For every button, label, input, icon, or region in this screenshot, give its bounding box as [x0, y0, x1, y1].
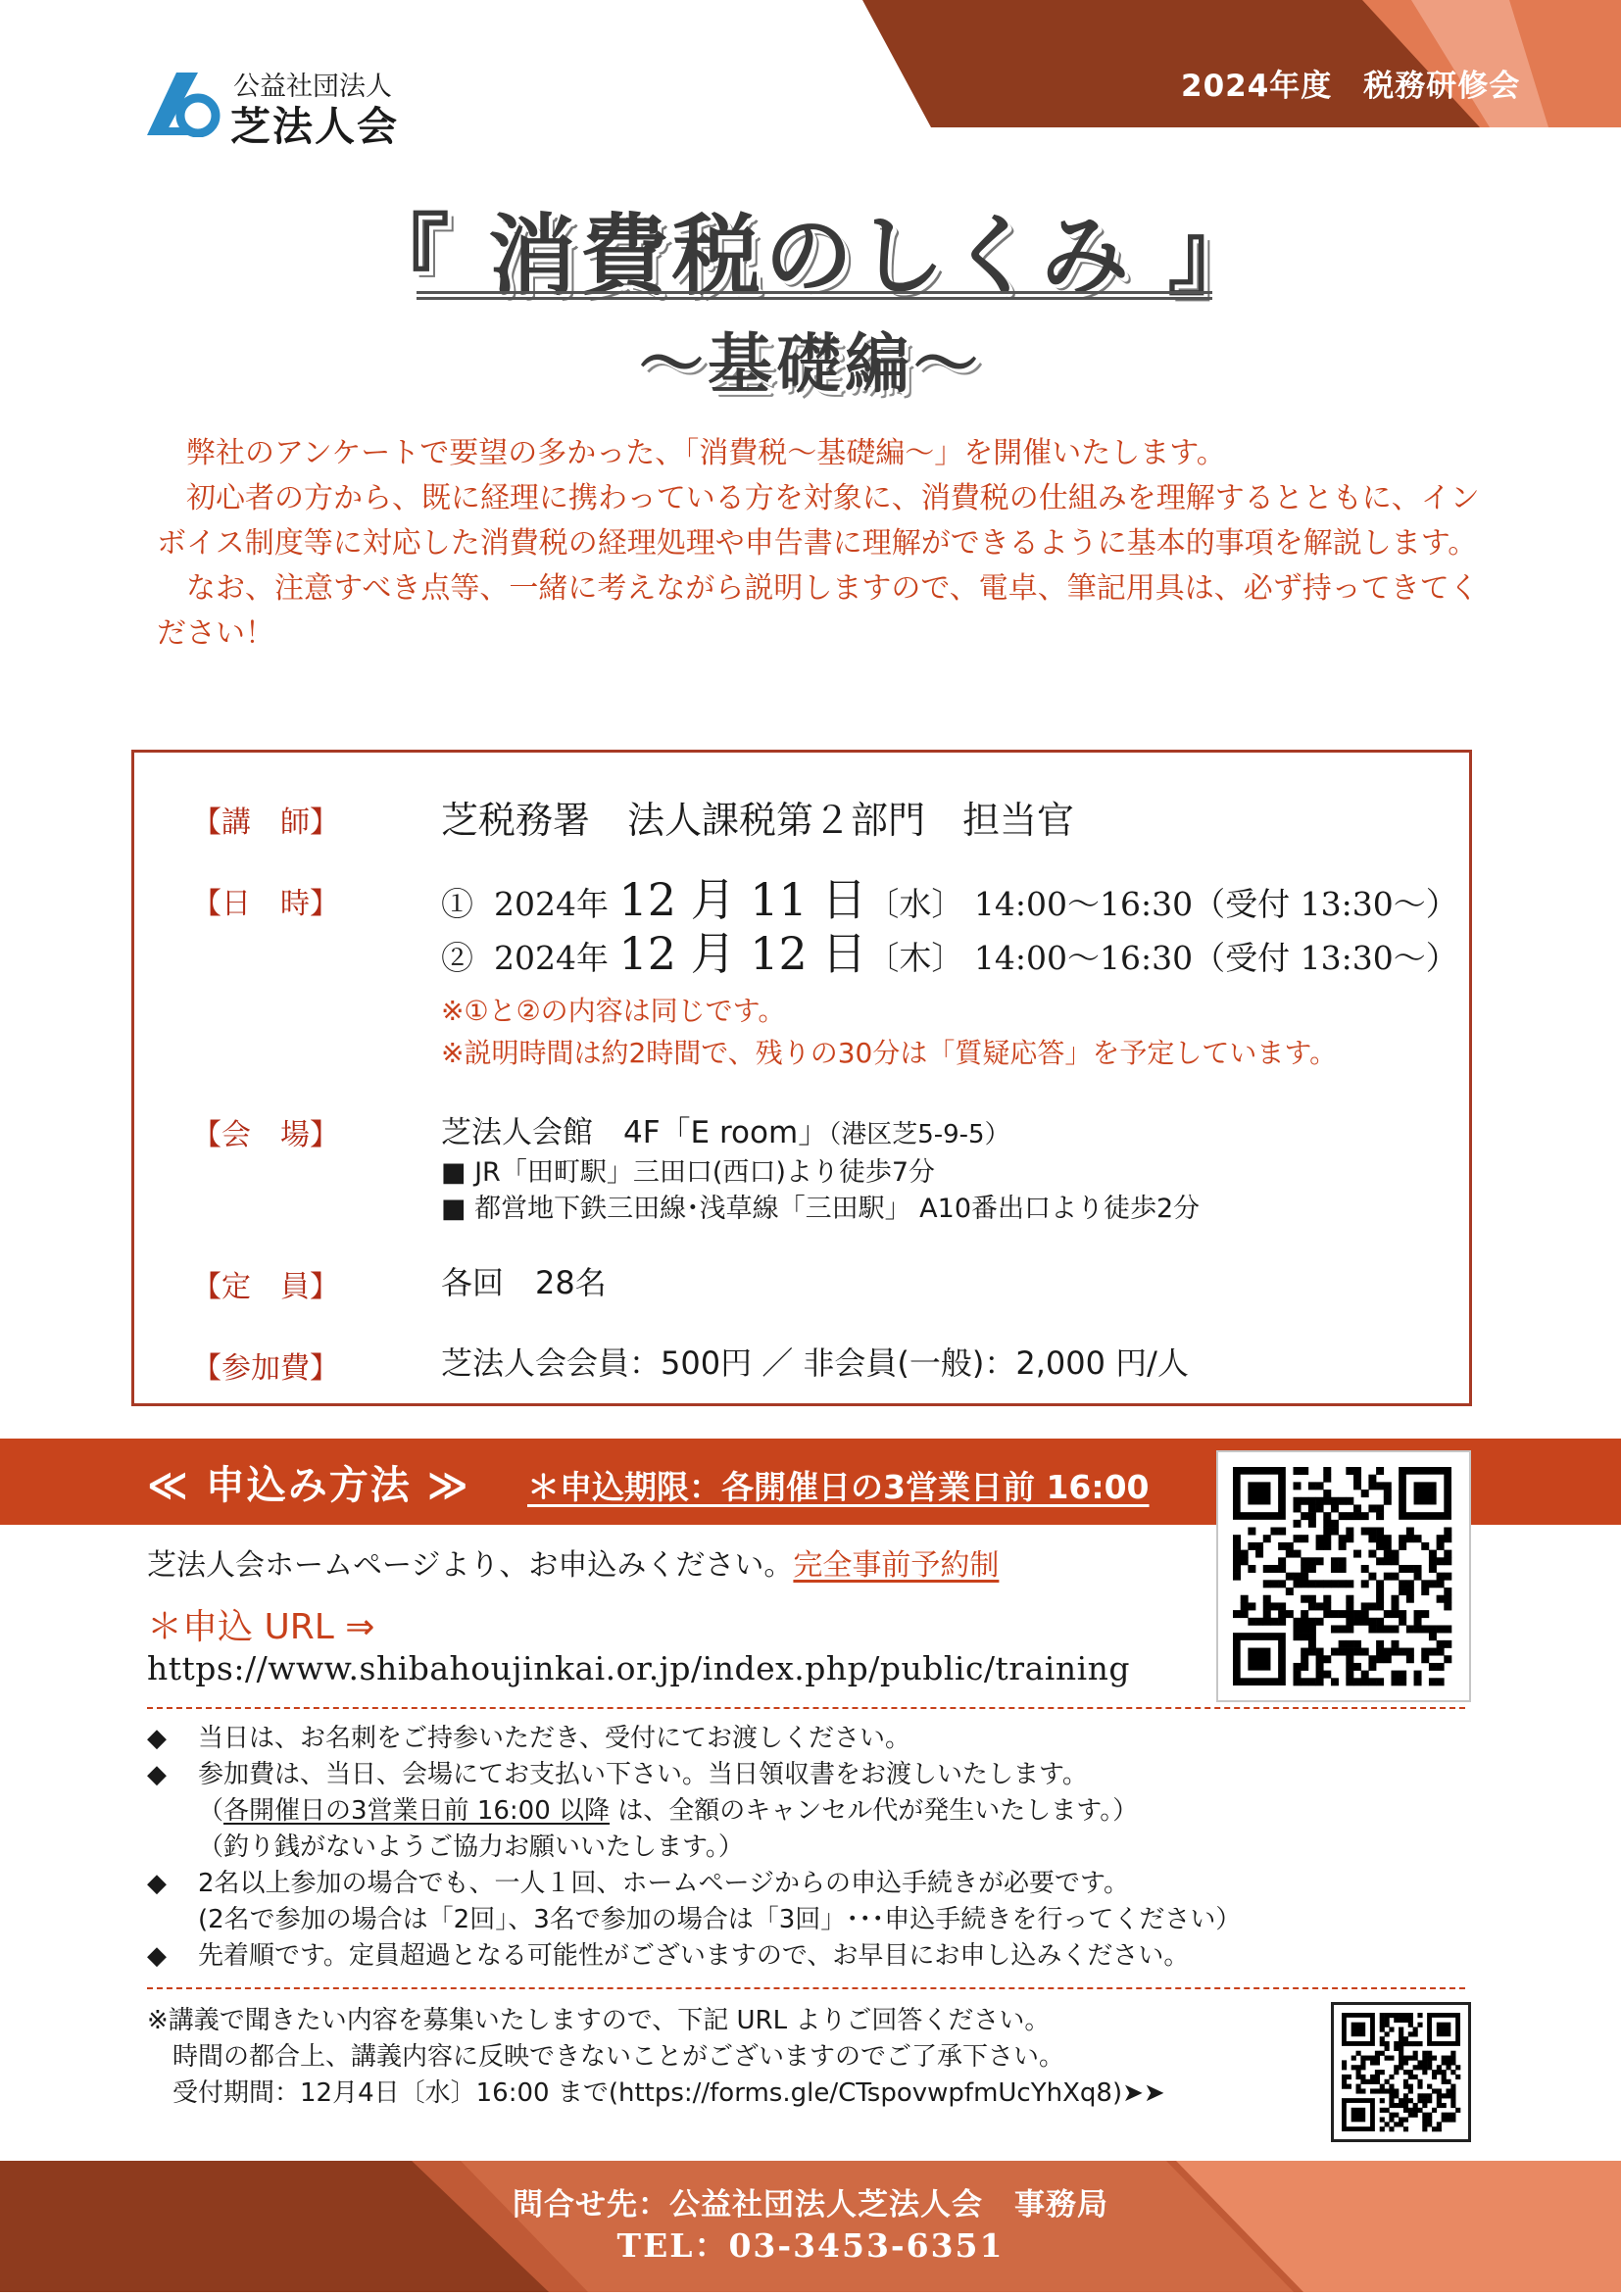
venue-name-text: 芝法人会館 4F「E room」: [441, 1115, 829, 1150]
datetime-note-2: ※説明時間は約2時間で、残りの30分は「質疑応答」を予定しています。: [441, 1037, 1338, 1069]
list-item: [147, 1721, 1241, 1757]
survey-qr-frame: [1331, 2002, 1471, 2142]
session-time: 14:00～16:30（受付 13:30～）: [973, 885, 1458, 923]
qr-code-frame: [1216, 1450, 1471, 1702]
venue-address: （港区芝5-9-5）: [828, 1120, 1010, 1149]
page-title: 『 消費税のしくみ 』: [361, 204, 1260, 308]
venue-name: [441, 1107, 1010, 1151]
datetime-note-1: ※①と②の内容は同じです。: [441, 995, 786, 1027]
intro-paragraph: なお、注意すべき点等、一緒に考えながら説明しますので、電卓、筆記用具は、必ず持ってきてください！: [157, 571, 1479, 651]
venue-label: 【会 場】: [192, 1118, 339, 1152]
apply-url[interactable]: https://www.shibahoujinkai.or.jp/index.php/public/training: [147, 1649, 1130, 1687]
list-item: [147, 1866, 1241, 1902]
bullet-icon: ◆: [147, 1941, 167, 1971]
apply-deadline: ＊申込期限：各開催日の3営業日前 16:00: [527, 1468, 1150, 1506]
list-item: [147, 1757, 1241, 1793]
note-text: 当日は、お名刺をご持参いただき、受付にてお渡しください。: [198, 1724, 910, 1753]
note-text: （釣り銭がないようご協力お願いいたします。）: [198, 1832, 744, 1862]
intro-paragraph: 初心者の方から、既に経理に携わっている方を対象に、消費税の仕組みを理解するとともに、インボイス制度等に対応した消費税の経理処理や申告書に理解ができるように基本的事項を解説します。: [157, 481, 1480, 561]
footer-tel[interactable]: TEL：03-3453-6351: [616, 2226, 1005, 2265]
session-date: 12 月 11 日: [618, 873, 867, 926]
bullet-icon: ◆: [147, 1869, 167, 1898]
intro-text: [157, 431, 1490, 657]
intro-paragraph: 弊社のアンケートで要望の多かった、「消費税～基礎編～」を開催いたします。: [157, 436, 1226, 470]
apply-title: ≪ 申込み方法 ≫: [147, 1463, 470, 1508]
list-item: [147, 1938, 1241, 1975]
survey-qr-code-icon[interactable]: [1334, 2005, 1468, 2139]
divider: [147, 1987, 1465, 1989]
lecturer-value: 芝税務署 法人課税第２部門 担当官: [441, 799, 1075, 842]
session-number: ①: [441, 885, 473, 923]
venue-access-1: ■ JR「田町駅」三田口(西口)より徒歩7分: [441, 1157, 936, 1188]
note-text: は、全額のキャンセル代が発生いたします。）: [610, 1796, 1139, 1826]
capacity-value: 各回 28名: [441, 1264, 607, 1301]
survey-line: 時間の都合上、講義内容に反映できないことがございますのでご了承下さい。: [147, 2042, 1065, 2072]
title-rule: [417, 291, 1212, 300]
list-item: [147, 1830, 1241, 1866]
datetime-label: 【日 時】: [192, 887, 339, 921]
lecturer-label: 【講 師】: [192, 806, 339, 840]
note-text: (2名で参加の場合は「2回」、3名で参加の場合は「3回」･･･申込手続きを行ってください）: [198, 1905, 1242, 1934]
fee-value: 芝法人会会員：500円 ／ 非会員(一般)：2,000 円/人: [441, 1344, 1189, 1382]
info-box: [131, 750, 1472, 1406]
cancel-deadline: 各開催日の3営業日前 16:00 以降: [223, 1796, 611, 1826]
notes-list: [147, 1721, 1241, 1975]
event-label: 2024年度 税務研修会: [1181, 69, 1521, 104]
apply-url-label: ＊申込 URL ⇒: [147, 1607, 375, 1647]
org-type: 公益社団法人: [233, 72, 392, 102]
session-2: [441, 918, 1458, 983]
bullet-icon: ◆: [147, 1760, 167, 1789]
org-logo-icon: [147, 71, 225, 137]
note-text: 2名以上参加の場合でも、一人１回、ホームページからの申込手続きが必要です。: [198, 1869, 1129, 1898]
session-date: 12 月 12 日: [618, 927, 867, 980]
venue-access-2: ■ 都営地下鉄三田線･浅草線「三田駅」 A10番出口より徒歩2分: [441, 1194, 1201, 1224]
fee-label: 【参加費】: [192, 1351, 339, 1386]
session-day: 〔水〕: [866, 885, 964, 923]
survey-notice: [147, 2003, 1165, 2112]
page-subtitle: ～基礎編～: [639, 325, 982, 402]
list-item: [147, 1902, 1241, 1938]
reservation-link[interactable]: 完全事前予約制: [793, 1548, 1000, 1583]
note-text: 参加費は、当日、会場にてお支払い下さい。当日領収書をお渡しいたします。: [198, 1760, 1088, 1789]
session-year: 2024年: [493, 885, 609, 923]
survey-line: ※講義で聞きたい内容を募集いたしますので、下記 URL よりご回答ください。: [147, 2006, 1051, 2035]
survey-line[interactable]: 受付期間：12月4日〔水〕16:00 まで(https://forms.gle/CTspovwpfmUcYhXq8)➤➤: [147, 2078, 1165, 2108]
note-text: 先着順です。定員超過となる可能性がございますので、お早目にお申し込みください。: [198, 1941, 1190, 1971]
capacity-label: 【定 員】: [192, 1270, 339, 1304]
apply-instruction: [147, 1540, 999, 1584]
qr-code-icon[interactable]: [1218, 1452, 1469, 1700]
session-number: ②: [441, 939, 473, 977]
divider: [147, 1707, 1465, 1709]
footer-contact: 問合せ先：公益社団法人芝法人会 事務局: [513, 2187, 1108, 2223]
session-time: 14:00～16:30（受付 13:30～）: [973, 939, 1458, 977]
session-day: 〔木〕: [866, 939, 964, 977]
list-item: [147, 1793, 1241, 1830]
bullet-icon: ◆: [147, 1724, 167, 1753]
session-year: 2024年: [493, 939, 609, 977]
note-text: （: [198, 1796, 224, 1826]
org-name: 芝法人会: [230, 103, 399, 150]
apply-instruction-text: 芝法人会ホームページより、お申込みください。: [147, 1548, 794, 1583]
